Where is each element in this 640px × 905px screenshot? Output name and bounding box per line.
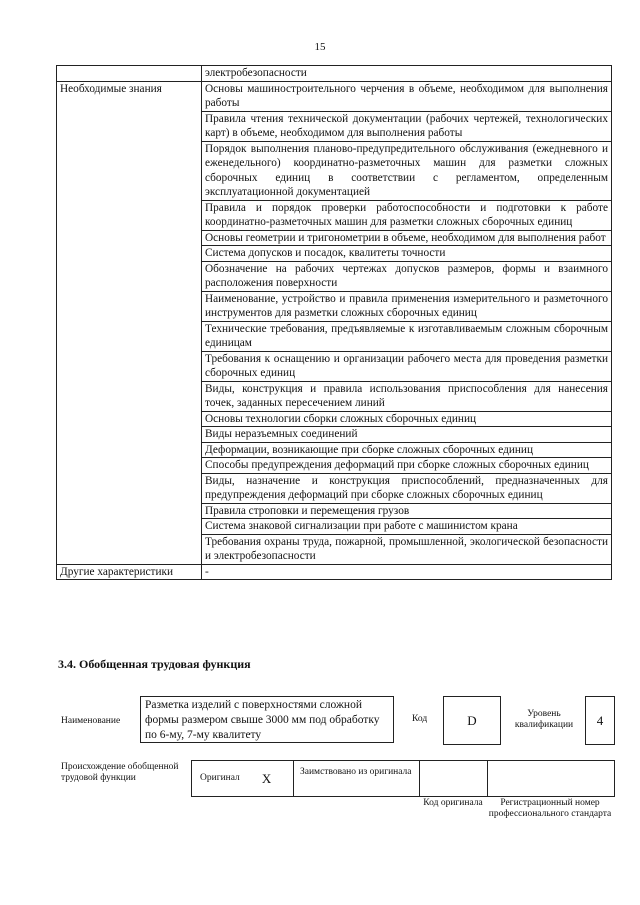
knowledge-item: Правила и порядок проверки работоспособности и подготовки к работе координатно-разметочных машин для разметки сложных сборочных единиц bbox=[202, 200, 612, 230]
knowledge-label: Необходимые знания bbox=[57, 81, 202, 564]
knowledge-item: Наименование, устройство и правила применения измерительного и разметочного инструментов для разметки сложных сборочных единиц bbox=[202, 291, 612, 321]
knowledge-item: Система знаковой сигнализации при работе с машинистом крана bbox=[202, 519, 612, 535]
knowledge-item: Требования охраны труда, пожарной, промышленной, экологической безопасности и электробезопасности bbox=[202, 534, 612, 564]
function-name-box: Разметка изделий с поверхностями сложной формы размером свыше 3000 мм под обработку по 6-му, 7-му квалитету bbox=[140, 696, 394, 743]
knowledge-item: Порядок выполнения планово-предупредительного обслуживания (ежедневного и еженедельного) координатно-разметочных машин для разметки сложных сборочных единиц в соответствии с регламентом, определенным эксплуатационной документацией bbox=[202, 141, 612, 200]
table-row bbox=[57, 81, 612, 111]
origin-label: Происхождение обобщенной трудовой функции bbox=[61, 762, 179, 783]
knowledge-item: Основы машиностроительного черчения в объеме, необходимом для выполнения работы bbox=[202, 81, 612, 111]
origin-code-cell bbox=[420, 761, 488, 796]
level-label: Уровень квалификации bbox=[514, 709, 574, 730]
original-cell bbox=[192, 761, 294, 796]
knowledge-item: Технические требования, предъявляемые к изготавливаемым сложным сборочным единицам bbox=[202, 321, 612, 351]
knowledge-item: Способы предупреждения деформаций при сборке сложных сборочных единиц bbox=[202, 458, 612, 474]
continuation-cell: электробезопасности bbox=[202, 66, 612, 82]
knowledge-item: Виды, конструкция и правила использования приспособления для нанесения точек, заданных пересечением линий bbox=[202, 381, 612, 411]
original-label: Оригинал bbox=[200, 773, 240, 783]
qualification-level-box: 4 bbox=[585, 696, 615, 745]
original-mark: X bbox=[261, 771, 272, 786]
other-characteristics-label: Другие характеристики bbox=[57, 564, 202, 580]
knowledge-item: Требования к оснащению и организации рабочего места для проведения разметки сборочных единиц bbox=[202, 351, 612, 381]
knowledge-item: Правила чтения технической документации (рабочих чертежей, технологических карт) в объеме, необходимом для выполнения работы bbox=[202, 111, 612, 141]
table-row bbox=[57, 66, 612, 82]
function-code-box: D bbox=[443, 696, 501, 745]
origin-table bbox=[191, 760, 615, 797]
knowledge-item: Деформации, возникающие при сборке сложных сборочных единиц bbox=[202, 442, 612, 458]
name-label: Наименование bbox=[61, 716, 121, 726]
empty-label-cell bbox=[57, 66, 202, 82]
knowledge-item: Основы геометрии и тригонометрии в объеме, необходимом для выполнения работ bbox=[202, 230, 612, 246]
borrowed-cell: Заимствовано из оригинала bbox=[294, 761, 420, 796]
knowledge-item: Виды неразъемных соединений bbox=[202, 427, 612, 443]
knowledge-item: Виды, назначение и конструкция приспособлений, предназначенных для предупреждения деформаций при сборке сложных сборочных единиц bbox=[202, 473, 612, 503]
knowledge-item: Система допусков и посадок, квалитеты точности bbox=[202, 246, 612, 262]
section-title: 3.4. Обобщенная трудовая функция bbox=[58, 657, 251, 671]
reg-number-cell bbox=[488, 761, 614, 796]
knowledge-item: Основы технологии сборки сложных сборочных единиц bbox=[202, 411, 612, 427]
origin-code-caption: Код оригинала bbox=[423, 798, 483, 808]
page-number: 15 bbox=[314, 41, 326, 53]
table-row bbox=[57, 564, 612, 580]
reg-number-caption: Регистрационный номер профессионального стандарта bbox=[488, 798, 612, 819]
code-label: Код bbox=[412, 714, 428, 724]
knowledge-table bbox=[56, 65, 612, 580]
other-characteristics-value: - bbox=[202, 564, 612, 580]
knowledge-item: Обозначение на рабочих чертежах допусков размеров, формы и взаимного расположения поверхности bbox=[202, 261, 612, 291]
knowledge-item: Правила строповки и перемещения грузов bbox=[202, 503, 612, 519]
